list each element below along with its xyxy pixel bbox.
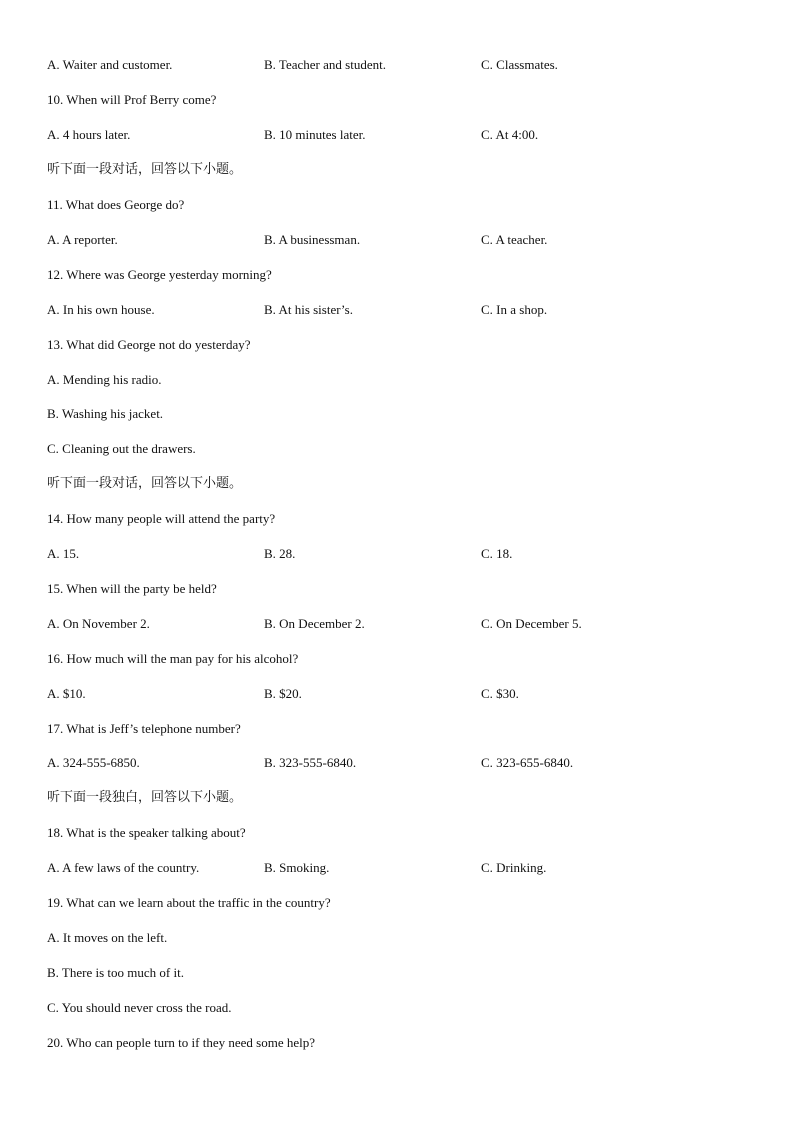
q9-option-b: B. Teacher and student.: [264, 57, 386, 72]
q16-option-c: C. $30.: [481, 686, 519, 701]
q15-option-b: B. On December 2.: [264, 616, 365, 631]
q17-option-a: A. 324-555-6850.: [47, 755, 140, 770]
q12-question: 12. Where was George yesterday morning?: [47, 267, 272, 282]
q18-option-c: C. Drinking.: [481, 860, 547, 875]
q14-option-c: C. 18.: [481, 546, 513, 561]
q10-option-c: C. At 4:00.: [481, 127, 539, 142]
q15-option-a: A. On November 2.: [47, 616, 150, 631]
q11-question: 11. What does George do?: [47, 197, 185, 212]
q17-option-c: C. 323-655-6840.: [481, 755, 574, 770]
q17-option-b: B. 323-555-6840.: [264, 755, 357, 770]
section-heading-dialogue-1: 听下面一段对话，回答以下小题。: [47, 162, 243, 177]
q16-option-b: B. $20.: [264, 686, 302, 701]
q18-question: 18. What is the speaker talking about?: [47, 825, 246, 840]
q16-question: 16. How much will the man pay for his alcohol?: [47, 651, 299, 666]
section-heading-monologue: 听下面一段独白，回答以下小题。: [47, 790, 243, 805]
q11-option-a: A. A reporter.: [47, 232, 118, 247]
q14-question: 14. How many people will attend the party?: [47, 511, 276, 526]
q20-question: 20. Who can people turn to if they need some help?: [47, 1035, 315, 1050]
q17-question: 17. What is Jeff’s telephone number?: [47, 721, 241, 736]
q15-question: 15. When will the party be held?: [47, 581, 217, 596]
q19-question: 19. What can we learn about the traffic in the country?: [47, 895, 331, 910]
q19-option-a: A. It moves on the left.: [47, 930, 168, 945]
q14-option-b: B. 28.: [264, 546, 296, 561]
q10-question: 10. When will Prof Berry come?: [47, 92, 217, 107]
q14-option-a: A. 15.: [47, 546, 80, 561]
q10-option-a: A. 4 hours later.: [47, 127, 131, 142]
q13-option-a: A. Mending his radio.: [47, 372, 162, 387]
q18-option-a: A. A few laws of the country.: [47, 860, 200, 875]
q19-option-c: C. You should never cross the road.: [47, 1000, 232, 1015]
q12-option-b: B. At his sister’s.: [264, 302, 353, 317]
q12-option-a: A. In his own house.: [47, 302, 155, 317]
q10-option-b: B. 10 minutes later.: [264, 127, 366, 142]
q12-option-c: C. In a shop.: [481, 302, 548, 317]
q18-option-b: B. Smoking.: [264, 860, 330, 875]
section-heading-dialogue-2: 听下面一段对话，回答以下小题。: [47, 476, 243, 491]
q13-question: 13. What did George not do yesterday?: [47, 337, 251, 352]
q15-option-c: C. On December 5.: [481, 616, 582, 631]
q16-option-a: A. $10.: [47, 686, 86, 701]
q9-option-a: A. Waiter and customer.: [47, 57, 173, 72]
q13-option-b: B. Washing his jacket.: [47, 406, 164, 421]
q11-option-b: B. A businessman.: [264, 232, 361, 247]
q13-option-c: C. Cleaning out the drawers.: [47, 441, 196, 456]
q11-option-c: C. A teacher.: [481, 232, 548, 247]
q19-option-b: B. There is too much of it.: [47, 965, 184, 980]
q9-option-c: C. Classmates.: [481, 57, 558, 72]
